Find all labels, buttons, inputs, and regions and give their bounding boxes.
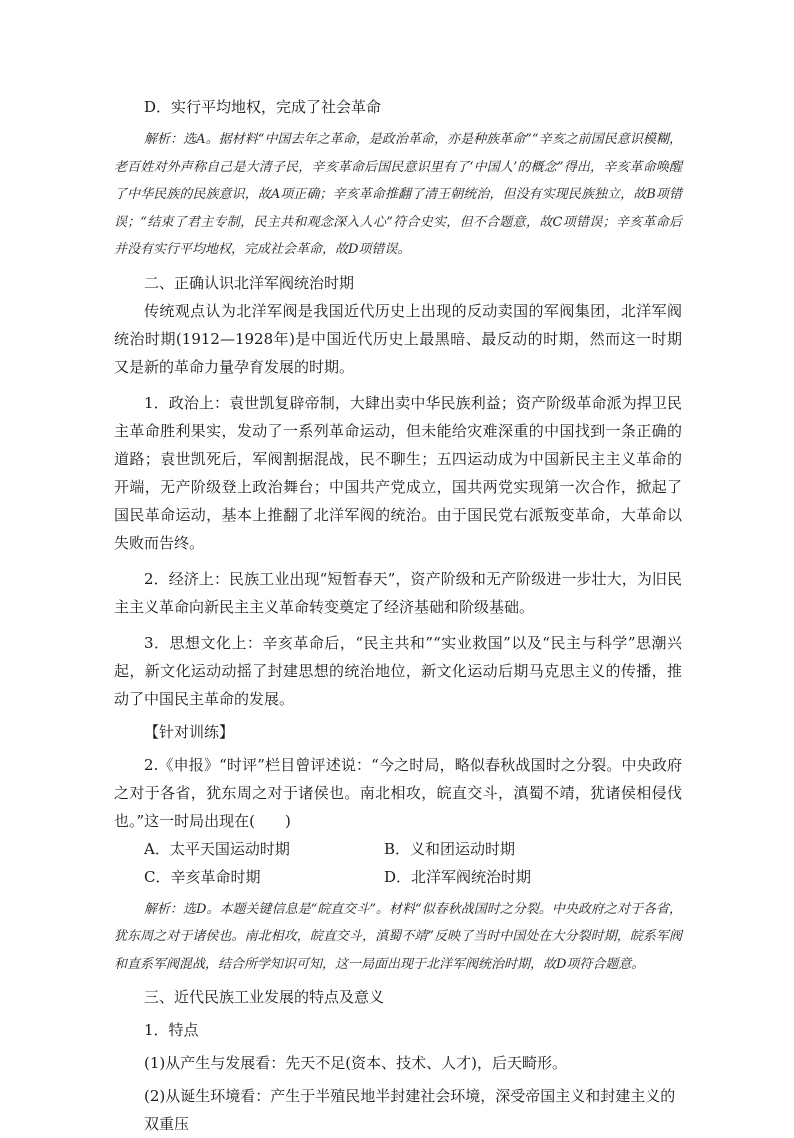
options-row-1 xyxy=(114,835,682,863)
section-2-point-culture: 3．思想文化上：辛亥革命后，“民主共和”“实业救国”以及“民主与科学”思潮兴起，新文化运动动摇了封建思想的统治地位，新文化运动后期马克思主义的传播，推动了中国民主革命的发展。 xyxy=(114,633,682,708)
section-2-point-politics: 1．政治上：袁世凯复辟帝制，大肆出卖中华民族利益；资产阶级革命派为捍卫民主革命胜利果实，发动了一系列革命运动，但未能给灾难深重的中国找到一条正确的道路；袁世凯死后，军阀割据混战，民不聊生；五四运动成为中国新民主主义革命的开端，无产阶级登上政治舞台；中国共产党成立，国共两党实现第一次合作，掀起了国民革命运动，基本上推翻了北洋军阀的统治。由于国民党右派叛变革命，大革命以失败而告终。 xyxy=(114,393,682,552)
option-d: D．北洋军阀统治时期 xyxy=(384,867,532,886)
section-2-intro: 传统观点认为北洋军阀是我国近代历史上出现的反动卖国的军阀集团，北洋军阀统治时期(1912—1928年)是中国近代历史上最黑暗、最反动的时期，然而这一时期又是新的革命力量孕育发展的时期。 xyxy=(114,301,682,376)
section-3-item-1: (1)从产生与发展看：先天不足(资本、技术、人才)，后天畸形。 xyxy=(144,1054,567,1072)
option-a: A．太平天国运动时期 xyxy=(144,839,290,858)
section-heading-3: 三、近代民族工业发展的特点及意义 xyxy=(144,988,385,1006)
analysis-paragraph-1: 解析：选A。据材料“中国去年之革命，是政治革命，亦是种族革命”“辛亥之前国民意识模糊，老百姓对外声称自己是大清子民，辛亥革命后国民意识里有了‘中国人’的概念”得出，辛亥革命唤醒了中华民族的民族意识，故A项正确；辛亥革命推翻了清王朝统治，但没有实现民族独立，故B项错误；“结束了君主专制，民主共和观念深入人心”符合史实，但不合题意，故C项错误；辛亥革命后并没有实行平均地权，完成社会革命，故D项错误。 xyxy=(114,132,682,257)
previous-option-d: D．实行平均地权，完成了社会革命 xyxy=(144,98,382,116)
document-page xyxy=(114,93,682,1138)
section-2-point-economy: 2．经济上：民族工业出现“短暂春天”，资产阶级和无产阶级进一步壮大，为旧民主主义革命向新民主主义革命转变奠定了经济基础和阶级基础。 xyxy=(114,569,682,616)
section-3-item-2: (2)从诞生环境看：产生于半殖民地半封建社会环境，深受帝国主义和封建主义的双重压 xyxy=(144,1087,676,1133)
section-heading-2: 二、正确认识北洋军阀统治时期 xyxy=(144,273,355,292)
section-3-sub-1: 1．特点 xyxy=(144,1021,199,1039)
options-row-2 xyxy=(114,863,682,891)
option-c: C．辛亥革命时期 xyxy=(144,867,261,886)
question-stem: 2.《申报》“时评”栏目曾评述说：“今之时局，略似春秋战国时之分裂。中央政府之对于各省，犹东周之对于诸侯也。南北相攻，皖直交斗，滇蜀不靖，犹诸侯相侵伐也。”这一时局出现在( ) xyxy=(114,755,682,830)
analysis-paragraph-2: 解析：选D。本题关键信息是“皖直交斗”。材料“似春秋战国时之分裂。中央政府之对于各省，犹东周之对于诸侯也。南北相攻，皖直交斗，滇蜀不靖”反映了当时中国处在大分裂时期，皖系军阀和直系军阀混战，结合所学知识可知，这一局面出现于北洋军阀统治时期，故D项符合题意。 xyxy=(114,901,682,972)
training-label: 【针对训练】 xyxy=(144,722,235,741)
option-b: B．义和团运动时期 xyxy=(384,839,516,858)
